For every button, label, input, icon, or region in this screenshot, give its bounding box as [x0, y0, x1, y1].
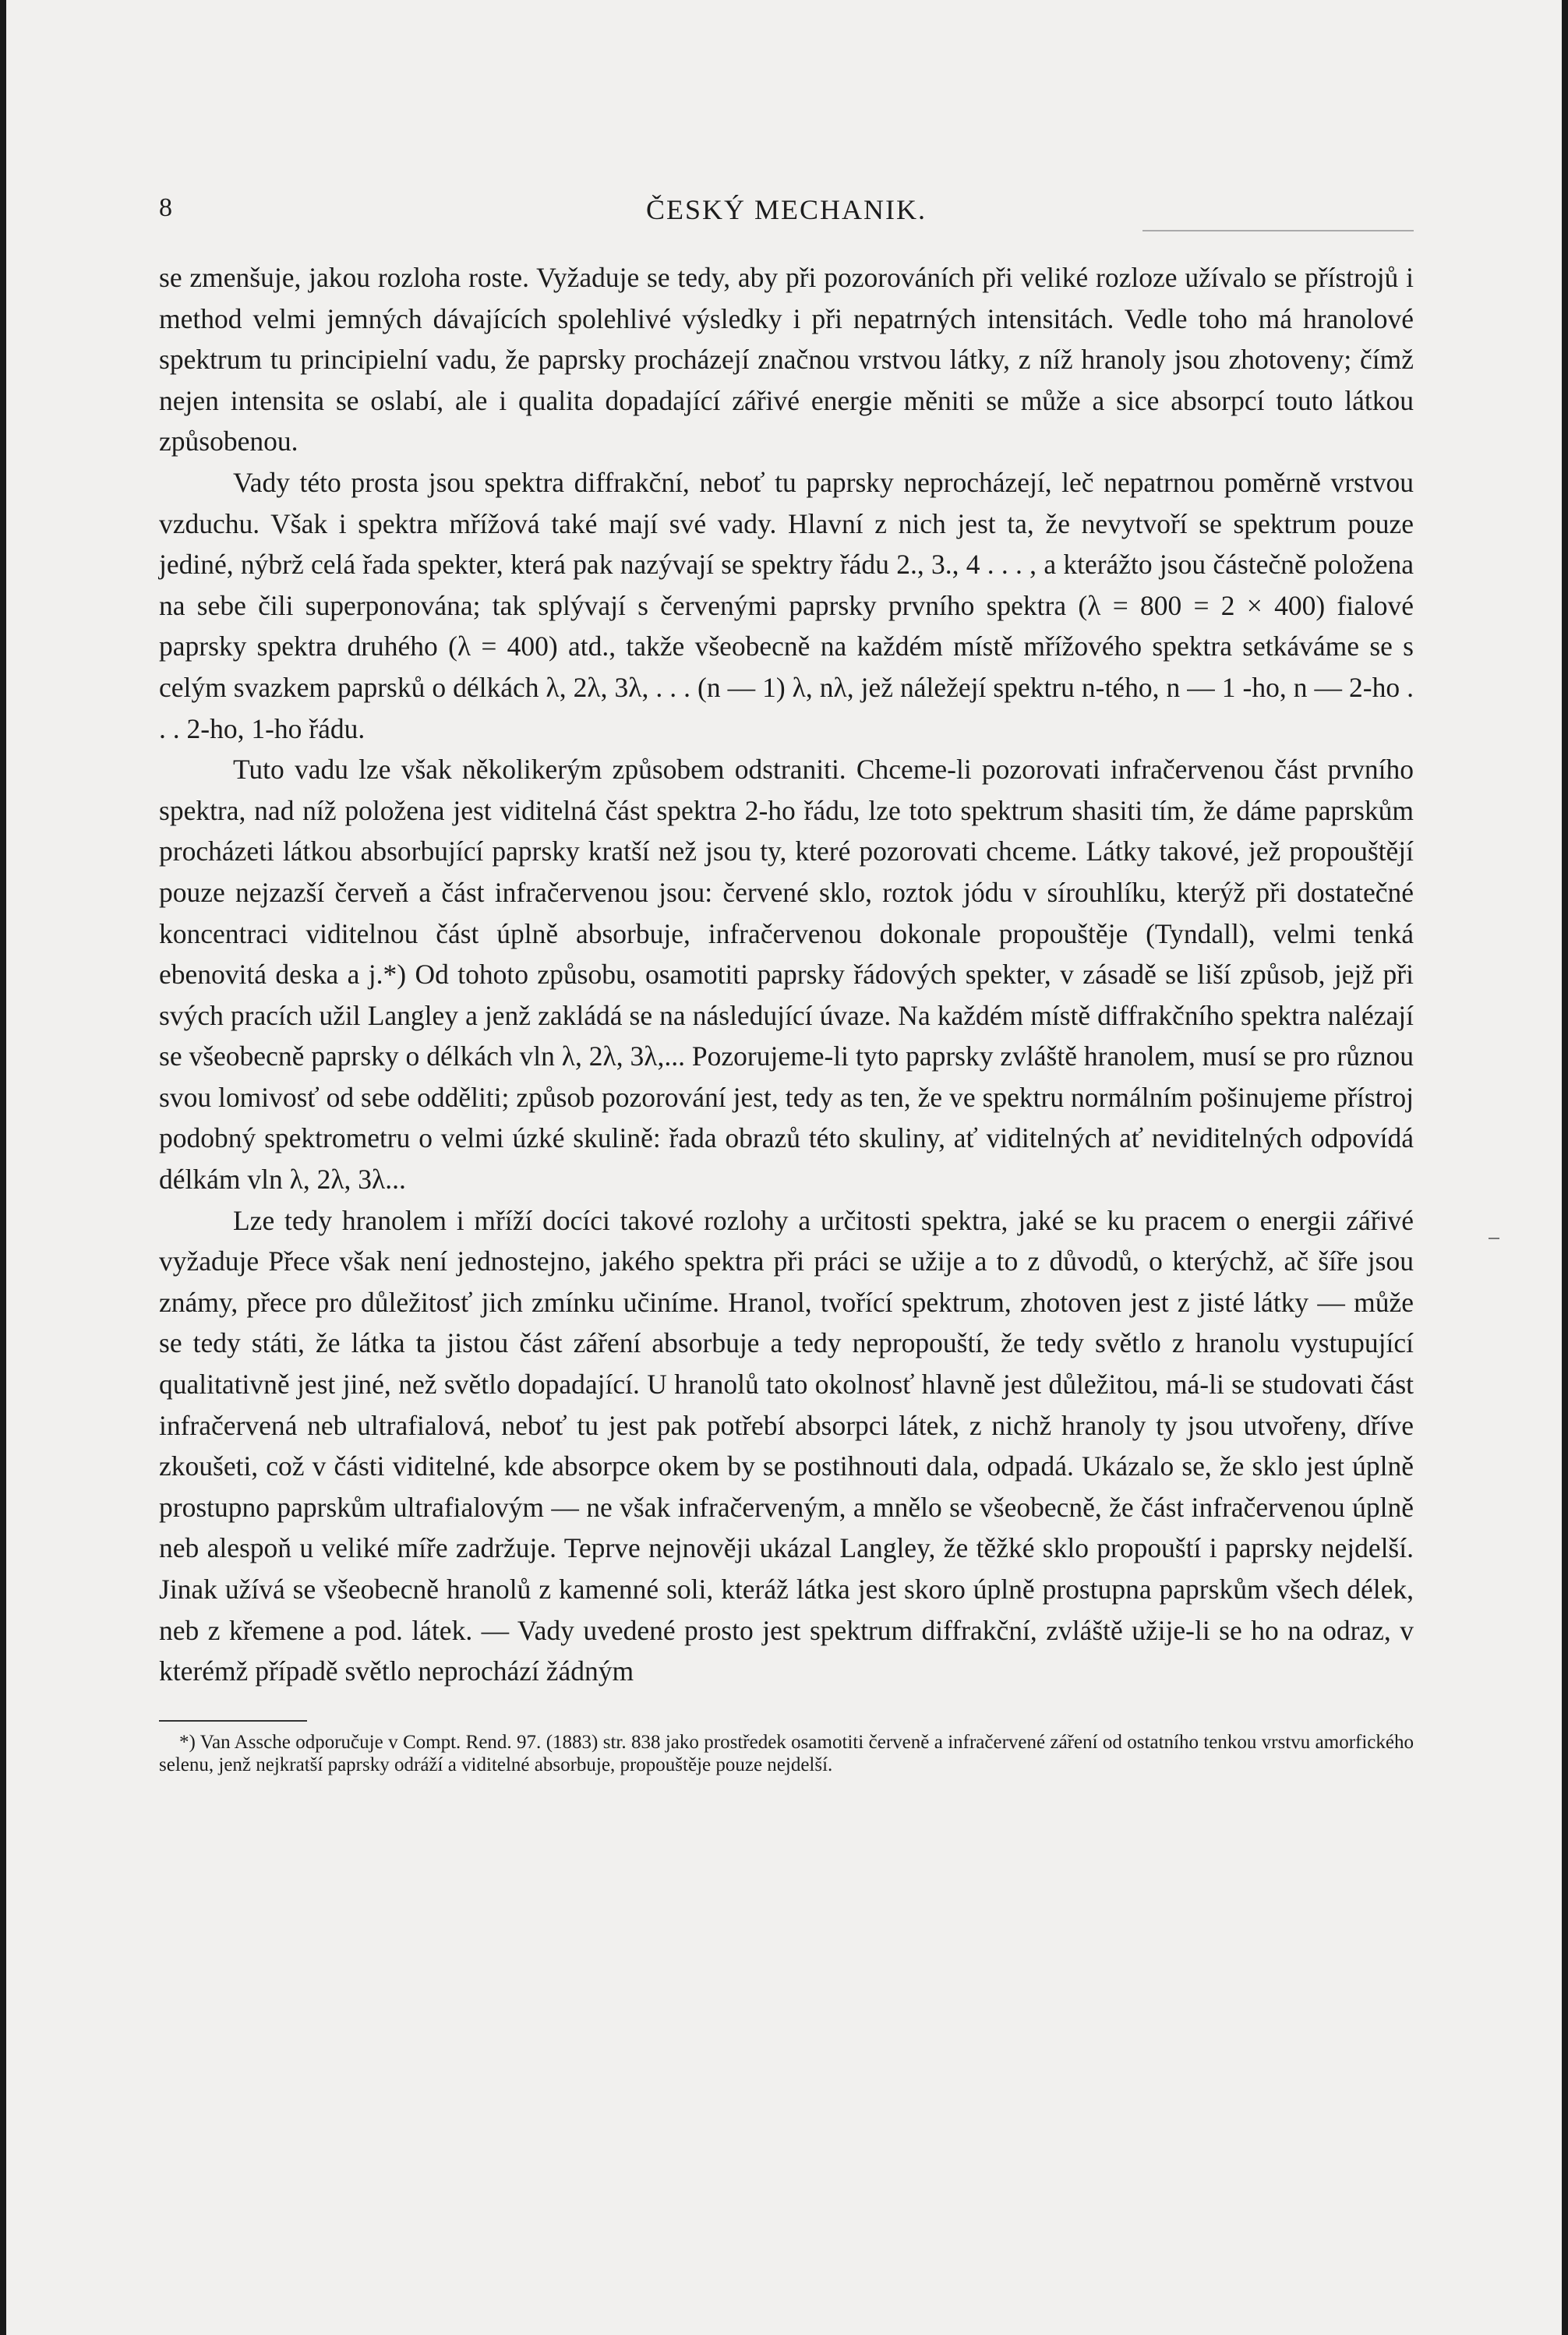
book-page	[159, 179, 1414, 1776]
page-header	[159, 179, 1414, 226]
running-head: ČESKÝ MECHANIK.	[645, 194, 927, 225]
page-number: 8	[159, 193, 172, 222]
footnote-rule	[159, 1720, 307, 1722]
margin-mark	[1489, 1238, 1499, 1239]
paragraph: Lze tedy hranolem i mříží docíci takové rozlohy a určitosti spektra, jaké se ku pracem o energii zářivé vyžaduje Přece však není jednostejno, jakého spektra při práci se užije a to z důvodů, o kterýchž, ač šíře jsou známy, přece pro důležitosť jich zmínku učiníme. Hranol, tvořící spektrum, zhotoven jest z jisté látky — může se tedy státi, že látka ta jistou část záření absorbuje a tedy nepropouští, že tedy světlo z hranolu vystupující qualitativně jest jiné, než světlo dopadající. U hranolů tato okolnosť hlavně jest důležitou, má-li se studovati část infračervená neb ultrafialová, neboť tu jest pak potřebí absorpci látek, z nichž hranoly ty jsou utvořeny, dříve zkoušeti, což v části viditelné, kde absorpce okem by se postihnouti dala, odpadá. Ukázalo se, že sklo jest úplně prostupno paprskům ultrafialovým — ne však infračerveným, a mnělo se všeobecně, že část infračervenou úplně neb alespoň u veliké míře zadržuje. Teprve nejnověji ukázal Langley, že těžké sklo propouští i paprsky nejdelší. Jinak užívá se všeobecně hranolů z kamenné soli, kteráž látka jest skoro úplně prostupna paprskům všech délek, neb z křemene a pod. látek. — Vady uvedené prosto jest spektrum diffrakční, zvláště užije-li se ho na odraz, v kterémž případě světlo neprochází žádným	[159, 1204, 1414, 1687]
paragraph: se zmenšuje, jakou rozloha roste. Vyžaduje se tedy, aby při pozorováních při veliké rozloze užívalo se přístrojů i method velmi jemných dávajících spolehlivé výsledky i při nepatrných intensitách. Vedle toho má hranolové spektrum tu principielní vadu, že paprsky procházejí značnou vrstvou látky, z níž hranoly jsou zhotoveny; čímž nejen intensita se oslabí, ale i qualita dopadající zářivé energie měniti se může a sice absorpcí touto látkou způsobenou.	[159, 262, 1414, 457]
paragraph: Tuto vadu lze však několikerým způsobem odstraniti. Chceme-li pozorovati infračervenou část prvního spektra, nad níž položena jest viditelná část spektra 2-ho řádu, lze toto spektrum shasiti tím, že dáme paprskům procházeti látkou absorbující paprsky kratší než jsou ty, které pozorovati chceme. Látky takové, jež propouštějí pouze nejzazší červeň a část infračervenou jsou: červené sklo, roztok jódu v sírouhlíku, kterýž při dostatečné koncentraci viditelnou část úplně absorbuje, infračervenou dokonale propouštěje (Tyndall), velmi tenká ebenovitá deska a j.*) Od tohoto způsobu, osamotiti paprsky řádových spekter, v zásadě se liší způsob, jejž při svých pracích užil Langley a jenž zakládá se na následující úvaze. Na každém místě diffrakčního spektra nalézají se všeobecně paprsky o délkách vln λ, 2λ, 3λ,... Pozorujeme-li tyto paprsky zvláště hranolem, musí se pro různou svou lomivosť od sebe odděliti; způsob pozorování jest, tedy as ten, že ve spektru normálním pošinujeme přístroj podobný spektrometru o velmi úzké skulině: řada obrazů této skuliny, ať viditelných ať neviditelných odpovídá délkám vln λ, 2λ, 3λ...	[159, 754, 1414, 1196]
body-text	[159, 257, 1414, 1692]
footnote: *) Van Assche odporučuje v Compt. Rend. 97. (1883) str. 838 jako prostředek osamotiti červeně a infračervené záření od ostatního tenkou vrstvu amorfického selenu, jenž nejkratší paprsky odráží a viditelné absorbuje, propouštěje pouze nejdelší.	[159, 1731, 1414, 1775]
header-rule	[1142, 230, 1414, 231]
paragraph: Vady této prosta jsou spektra diffrakční, neboť tu paprsky neprocházejí, leč nepatrnou poměrně vrstvou vzduchu. Však i spektra mřížová také mají své vady. Hlavní z nich jest ta, že nevytvoří se spektrum pouze jediné, nýbrž celá řada spekter, která pak nazývají se spektry řádu 2., 3., 4 . . . , a kterážto jsou částečně položena na sebe čili superponována; tak splývají s červenými paprsky prvního spektra (λ = 800 = 2 × 400) fialové paprsky spektra druhého (λ = 400) atd., takže všeobecně na každém místě mřížového spektra setkáváme se s celým svazkem paprsků o délkách λ, 2λ, 3λ, . . . (n — 1) λ, nλ, jež náležejí spektru n-tého, n — 1 -ho, n — 2-ho . . . 2-ho, 1-ho řádu.	[159, 466, 1414, 744]
